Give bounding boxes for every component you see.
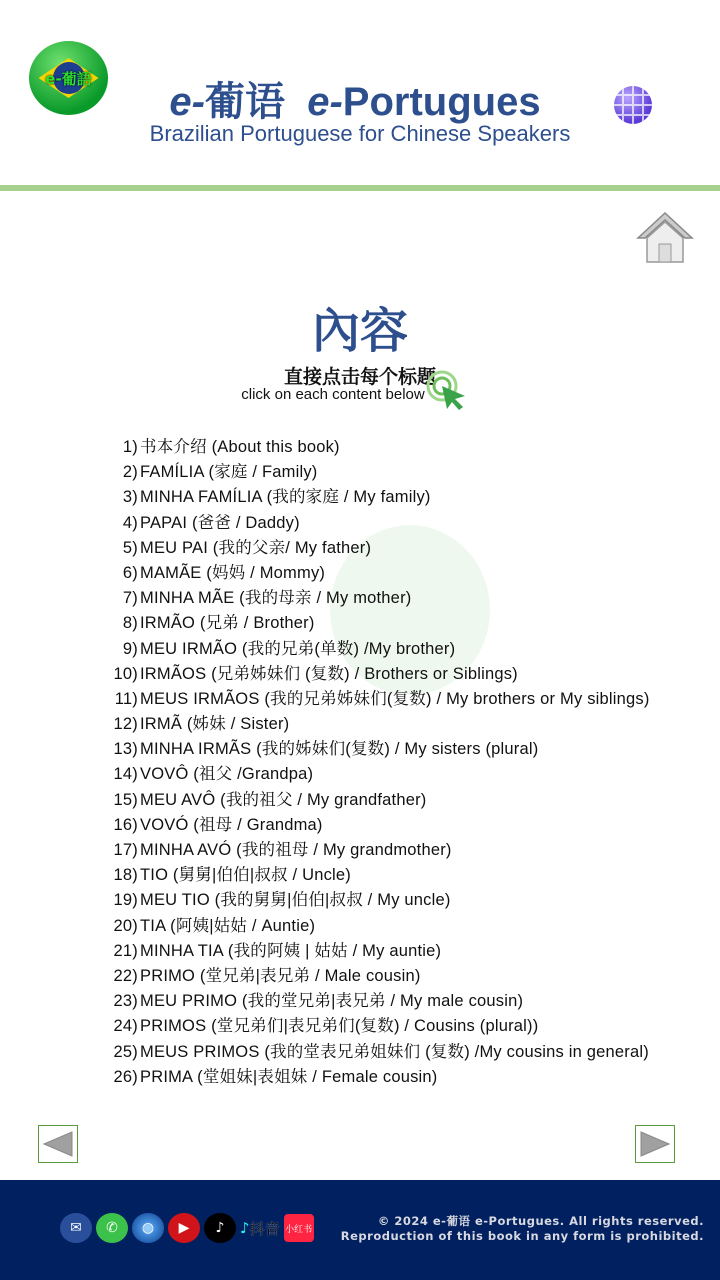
item-label: MINHA TIA (我的阿姨 | 姑姑 / My auntie) <box>140 941 442 960</box>
social-icons <box>60 1213 314 1243</box>
arrow-right-icon <box>639 1130 671 1158</box>
item-number: 19) <box>113 891 138 910</box>
content-link[interactable] <box>108 586 650 611</box>
item-number: 1) <box>122 438 138 456</box>
item-number: 23) <box>113 992 138 1011</box>
content-link[interactable] <box>108 762 650 787</box>
content-link[interactable] <box>108 939 650 964</box>
copyright: © 2024 e-葡语 e-Portugues. All rights reserved. Reproduction of this book in any form is prohibited. <box>340 1214 704 1243</box>
item-label: MEU TIO (我的舅舅|伯伯|叔叔 / My uncle) <box>140 891 451 910</box>
item-number: 9) <box>122 639 138 658</box>
previous-page-button[interactable] <box>38 1125 78 1163</box>
item-label: MINHA MÃE (我的母亲 / My mother) <box>140 589 412 608</box>
item-number: 20) <box>113 916 138 935</box>
item-number: 21) <box>113 941 138 960</box>
item-label: MINHA FAMÍLIA (我的家庭 / My family) <box>140 488 431 507</box>
home-icon[interactable] <box>636 210 694 264</box>
content-link[interactable] <box>108 737 650 762</box>
click-cursor-icon <box>425 369 469 411</box>
item-number: 7) <box>122 589 138 608</box>
content-link[interactable] <box>108 485 650 510</box>
item-label: TIO (舅舅|伯伯|叔叔 / Uncle) <box>140 866 351 885</box>
item-label: TIA (阿姨|姑姑 / Auntie) <box>140 916 316 935</box>
item-label: MINHA IRMÃS (我的姊妹们(复数) / My sisters (plural) <box>140 740 539 759</box>
item-label: MEU PAI (我的父亲/ My father) <box>140 538 372 557</box>
item-number: 17) <box>113 841 138 859</box>
instruction-cn: 直接点击每个标题 <box>283 366 436 388</box>
item-number: 16) <box>113 815 138 834</box>
content-link[interactable] <box>108 460 650 485</box>
content-link[interactable] <box>108 1065 650 1090</box>
arrow-left-icon <box>42 1130 74 1158</box>
app-title: e-葡语 e-Portugues <box>169 80 541 124</box>
item-label: PRIMOS (堂兄弟们|表兄弟们(复数) / Cousins (plural)) <box>140 1017 539 1036</box>
brand-logo: e-葡語 <box>29 41 108 115</box>
app-subtitle: Brazilian Portuguese for Chinese Speakers <box>149 121 571 146</box>
content-link[interactable] <box>108 964 650 989</box>
content-link[interactable] <box>108 536 650 561</box>
divider <box>0 185 720 191</box>
item-label: MEU PRIMO (我的堂兄弟|表兄弟 / My male cousin) <box>140 992 524 1011</box>
item-number: 8) <box>122 614 138 633</box>
whatsapp-icon[interactable]: ✆ <box>96 1213 128 1243</box>
item-label: VOVÔ (祖父 /Grandpa) <box>140 765 314 784</box>
item-label: VOVÓ (祖母 / Grandma) <box>140 815 323 834</box>
youtube-icon[interactable]: ▶ <box>168 1213 200 1243</box>
item-number: 4) <box>122 513 138 532</box>
item-number: 15) <box>113 790 138 809</box>
item-number: 24) <box>113 1017 138 1036</box>
item-label: IRMÃOS (兄弟姊妹们 (复数) / Brothers or Siblings) <box>140 664 518 683</box>
content-link[interactable] <box>108 561 650 586</box>
item-number: 11) <box>114 689 138 708</box>
item-label: PAPAI (爸爸 / Daddy) <box>140 513 300 532</box>
item-number: 14) <box>113 765 138 784</box>
content-link[interactable] <box>108 637 650 662</box>
content-link[interactable] <box>108 863 650 888</box>
item-number: 6) <box>122 563 138 582</box>
content-link[interactable] <box>108 435 650 460</box>
item-number: 25) <box>113 1042 138 1061</box>
content-link[interactable] <box>108 838 650 863</box>
item-number: 26) <box>113 1067 138 1086</box>
content-link[interactable] <box>108 712 650 737</box>
content-link[interactable] <box>108 611 650 636</box>
item-number: 5) <box>122 538 138 557</box>
content-link[interactable] <box>108 1014 650 1039</box>
content-link[interactable] <box>108 888 650 913</box>
item-label: PRIMA (堂姐妹|表姐妹 / Female cousin) <box>140 1067 438 1086</box>
email-icon[interactable]: ✉ <box>60 1213 92 1243</box>
content-link[interactable] <box>108 662 650 687</box>
item-label: IRMÃO (兄弟 / Brother) <box>140 614 315 633</box>
item-label: MINHA AVÓ (我的祖母 / My grandmother) <box>140 841 452 859</box>
item-number: 13) <box>113 740 138 759</box>
content-link[interactable] <box>108 788 650 813</box>
content-link[interactable] <box>108 511 650 536</box>
item-number: 22) <box>113 966 138 985</box>
item-number: 12) <box>113 715 138 734</box>
item-label: MEUS PRIMOS (我的堂表兄弟姐妹们 (复数) /My cousins in general) <box>140 1042 649 1061</box>
content-link[interactable] <box>108 813 650 838</box>
page-title: 內容 <box>311 303 408 359</box>
item-label: PRIMO (堂兄弟|表兄弟 / Male cousin) <box>140 966 421 985</box>
xiaohongshu-icon[interactable]: 小红书 <box>284 1214 314 1242</box>
tiktok-icon[interactable]: ♪ <box>204 1213 236 1243</box>
item-label: IRMÃ (姊妹 / Sister) <box>140 715 290 734</box>
website-globe-icon[interactable]: ◍ <box>132 1213 164 1243</box>
item-label: 书本介绍 (About this book) <box>140 438 340 456</box>
next-page-button[interactable] <box>635 1125 675 1163</box>
content-link[interactable] <box>108 1040 650 1065</box>
item-label: MEUS IRMÃOS (我的兄弟姊妹们(复数) / My brothers or My siblings) <box>140 689 650 708</box>
item-number: 18) <box>113 866 138 885</box>
instruction-en: click on each content below <box>241 386 425 403</box>
content-link[interactable] <box>108 687 650 712</box>
item-label: MEU IRMÃO (我的兄弟(单数) /My brother) <box>140 639 456 658</box>
item-number: 2) <box>122 463 138 482</box>
item-label: MAMÃE (妈妈 / Mommy) <box>140 563 326 582</box>
item-number: 3) <box>122 488 138 507</box>
contents-list <box>108 435 650 1090</box>
content-link[interactable] <box>108 989 650 1014</box>
douyin-icon[interactable]: ♪ 抖音 <box>240 1219 280 1238</box>
content-link[interactable] <box>108 914 650 939</box>
item-number: 10) <box>113 664 138 683</box>
item-label: MEU AVÔ (我的祖父 / My grandfather) <box>140 790 427 809</box>
item-label: FAMÍLIA (家庭 / Family) <box>140 463 318 482</box>
globe-icon[interactable] <box>614 86 652 124</box>
